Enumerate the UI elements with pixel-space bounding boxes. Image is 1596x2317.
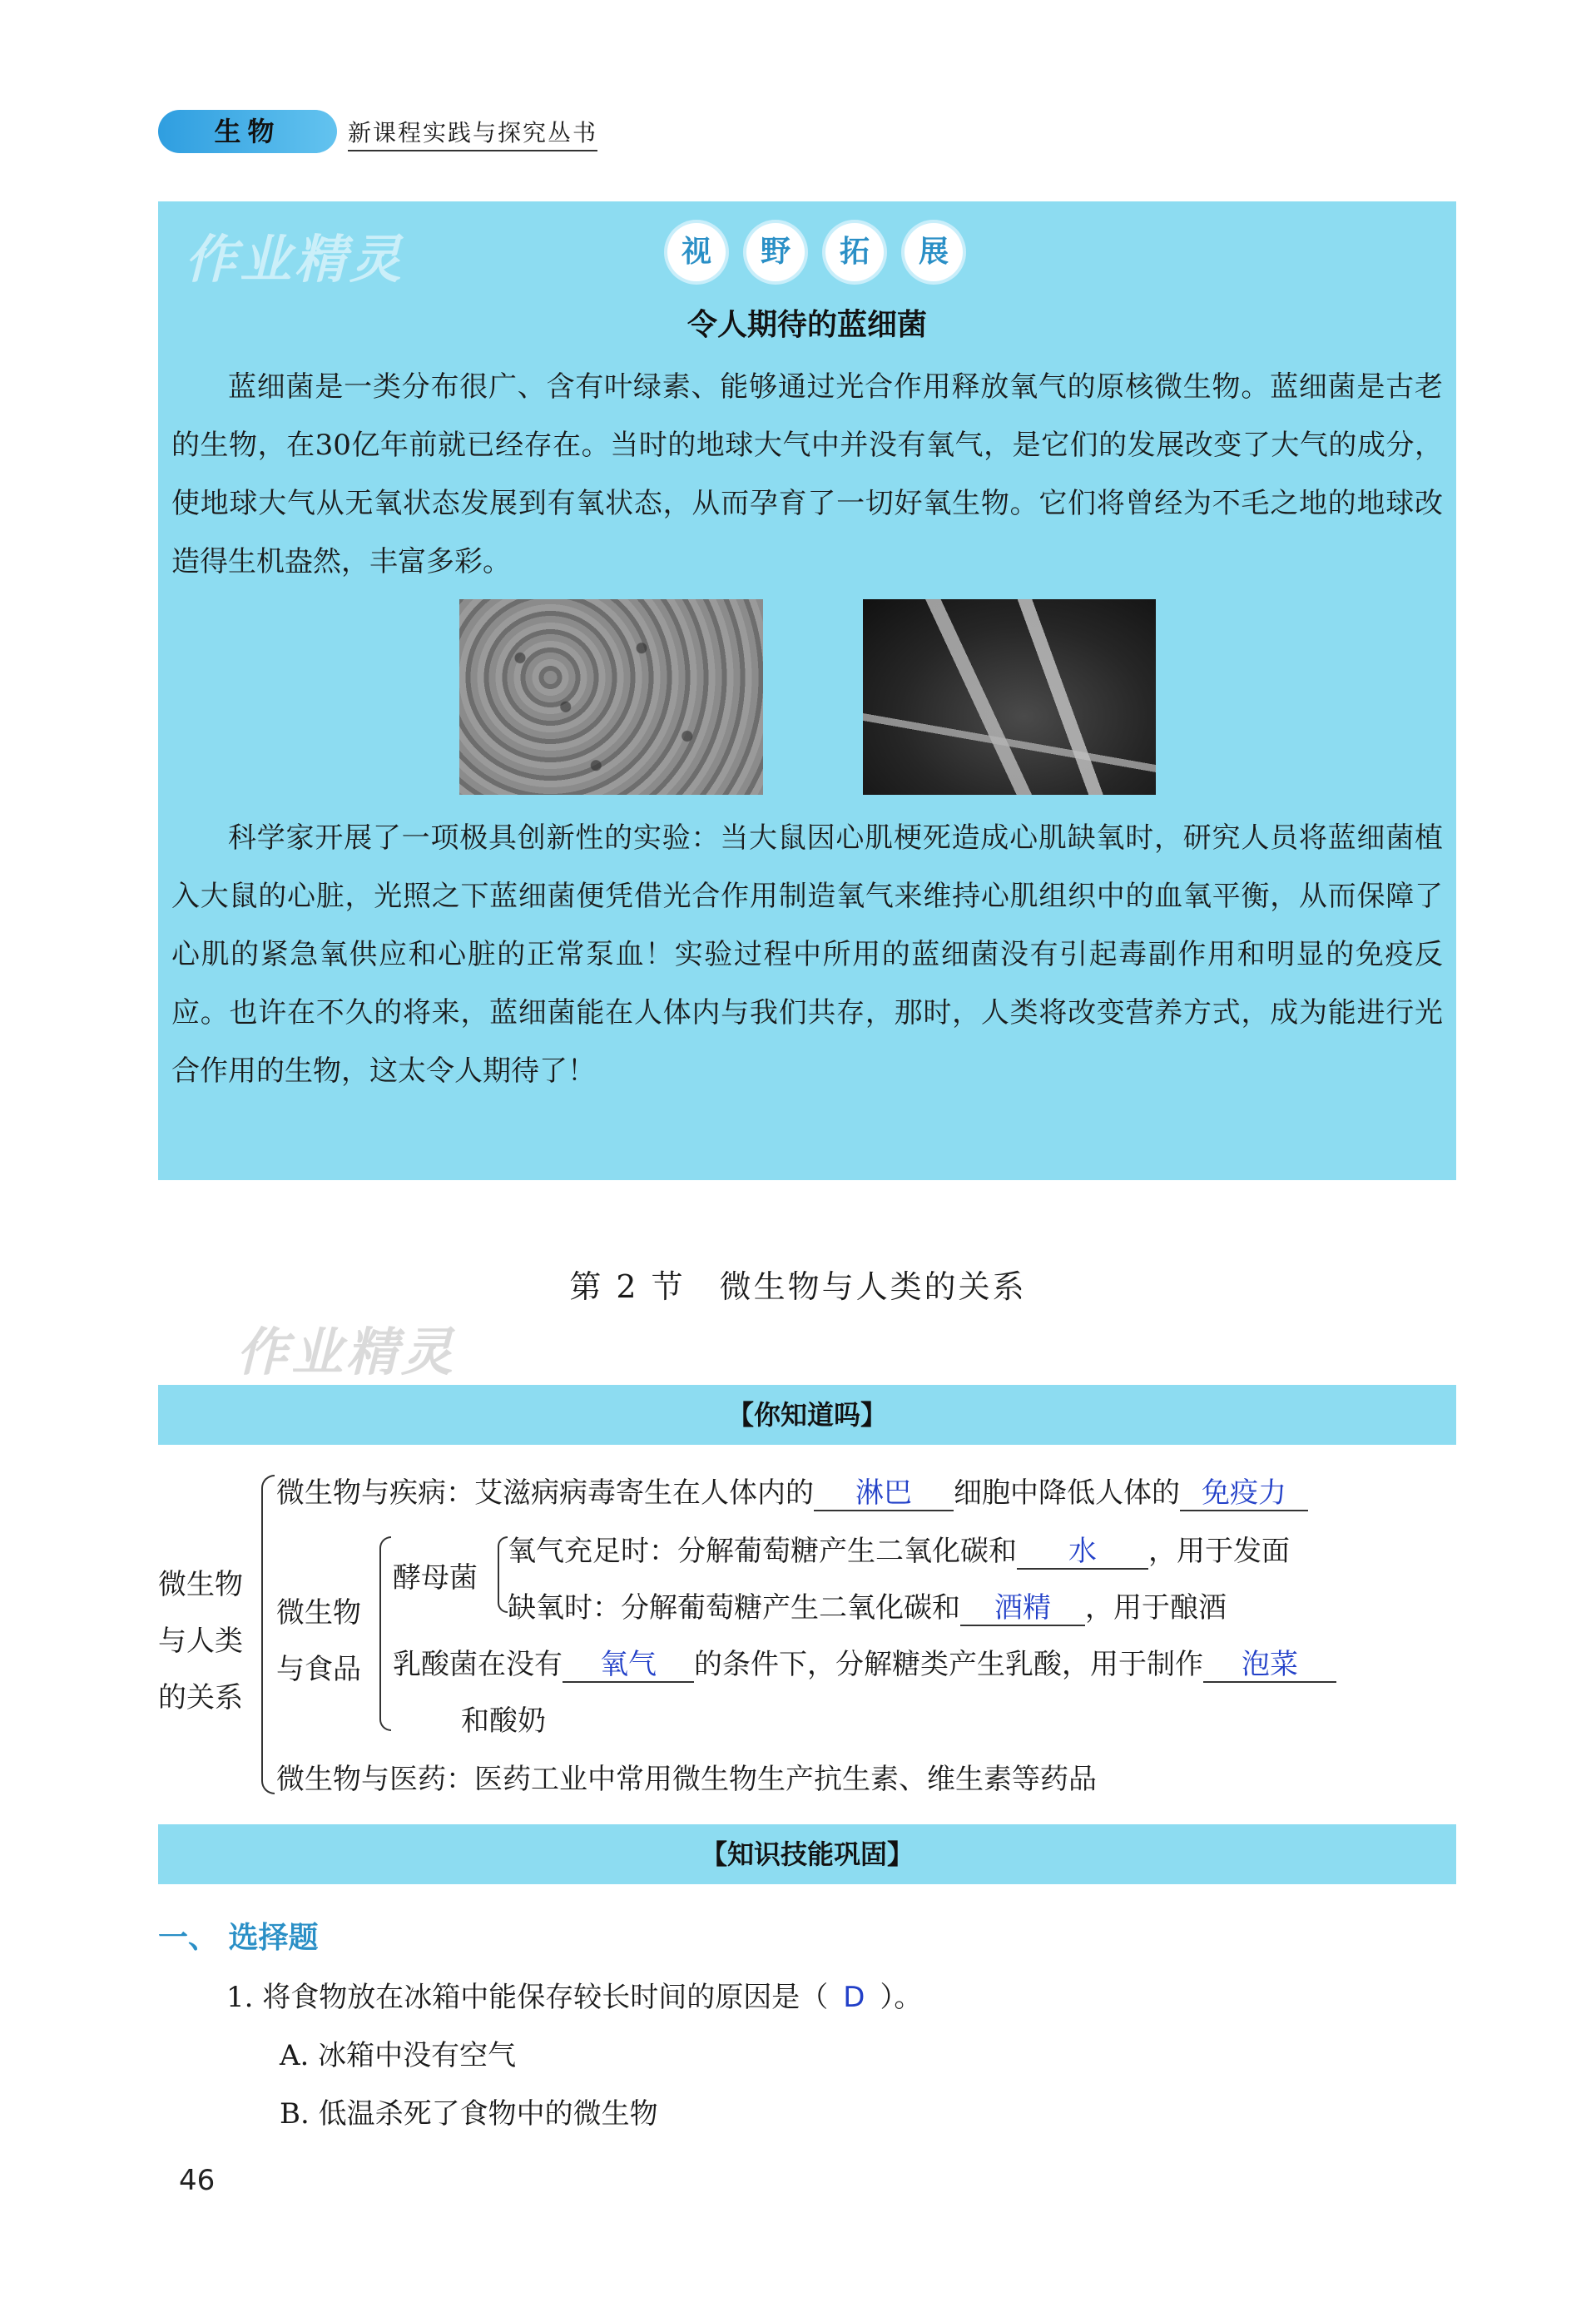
answer-alcohol: 酒精 bbox=[960, 1591, 1085, 1626]
question-1-answer: D bbox=[843, 1981, 865, 2014]
question-1-option-b: B. 低温杀死了食物中的微生物 bbox=[280, 2097, 658, 2131]
part-heading-choice: 一、 选择题 bbox=[158, 1921, 319, 1955]
badge-1: 视 bbox=[667, 223, 726, 281]
watermark-2: 作业精灵 bbox=[236, 1322, 457, 1382]
answer-lymph: 淋巴 bbox=[814, 1476, 954, 1511]
answer-immunity: 免疫力 bbox=[1180, 1476, 1308, 1511]
map-yeast-brace bbox=[498, 1536, 508, 1613]
answer-oxygen: 氧气 bbox=[563, 1648, 694, 1683]
skills-band-label: 【知识技能巩固】 bbox=[700, 1838, 914, 1870]
section-title: 第 2 节 微生物与人类的关系 bbox=[569, 1268, 1027, 1305]
micrograph-sem-image bbox=[863, 599, 1156, 795]
vision-paragraph-1: 蓝细菌是一类分布很广、含有叶绿素、能够通过光合作用释放氧气的原核微生物。蓝细菌是古老的生物，在30亿年前就已经存在。当时的地球大气中并没有氧气，是它们的发展改变了大气的成分，使地球大气从无氧状态发展到有氧状态，从而孕育了一切好氧生物。它们将曾经为不毛之地的地球改造得生机盎然，丰富多彩。 bbox=[171, 370, 1443, 578]
answer-water: 水 bbox=[1017, 1535, 1148, 1570]
map-medicine: 微生物与医药：医药工业中常用微生物生产抗生素、维生素等药品 bbox=[276, 1763, 1097, 1796]
map-root: 微生物 与人类 的关系 bbox=[158, 1568, 243, 1714]
map-root-brace bbox=[261, 1475, 275, 1794]
question-1-option-a: A. 冰箱中没有空气 bbox=[280, 2039, 517, 2072]
map-disease: 微生物与疾病：艾滋病病毒寄生在人体内的 淋巴 细胞中降低人体的 免疫力 bbox=[276, 1470, 1308, 1511]
vision-paragraph-2: 科学家开展了一项极具创新性的实验：当大鼠因心肌梗死造成心肌缺氧时，研究人员将蓝细菌植入大鼠的心脏，光照之下蓝细菌便凭借光合作用制造氧气来维持心肌组织中的血氧平衡，从而保障了心肌的紧急氧供应和心脏的正常泵血！实验过程中所用的蓝细菌没有引起毒副作用和明显的免疫反应。也许在不久的将来，蓝细菌能在人体内与我们共存，那时，人类将改变营养方式，成为能进行光合作用的生物，这太令人期待了！ bbox=[171, 821, 1443, 1088]
map-yeast-anoxy: 缺氧时：分解葡萄糖产生二氧化碳和 酒精 ，用于酿酒 bbox=[508, 1591, 1227, 1625]
subject-label: 生物 bbox=[214, 116, 281, 147]
question-1-stem: 1. 将食物放在冰箱中能保存较长时间的原因是（ D ）。 bbox=[226, 1981, 923, 2014]
map-lactic-cont: 和酸奶 bbox=[461, 1704, 546, 1738]
map-food-label: 微生物 与食品 bbox=[276, 1596, 361, 1686]
map-lactic: 乳酸菌在没有 氧气 的条件下，分解糖类产生乳酸，用于制作 泡菜 bbox=[393, 1641, 1336, 1683]
page-number: 46 bbox=[179, 2164, 216, 2197]
answer-kimchi: 泡菜 bbox=[1203, 1648, 1336, 1683]
map-yeast-oxy: 氧气充足时：分解葡萄糖产生二氧化碳和 水 ，用于发面 bbox=[508, 1535, 1290, 1568]
badge-4: 展 bbox=[905, 223, 963, 281]
badge-2: 野 bbox=[746, 223, 805, 281]
map-food-brace bbox=[379, 1536, 391, 1731]
map-yeast: 酵母菌 bbox=[393, 1561, 478, 1595]
micrograph-chain-image bbox=[459, 599, 763, 795]
badge-3: 拓 bbox=[825, 223, 884, 281]
vision-title: 令人期待的蓝细菌 bbox=[686, 308, 927, 342]
series-title: 新课程实践与探究丛书 bbox=[348, 115, 597, 151]
watermark: 作业精灵 bbox=[185, 229, 405, 290]
know-band-label: 【你知道吗】 bbox=[726, 1399, 887, 1431]
